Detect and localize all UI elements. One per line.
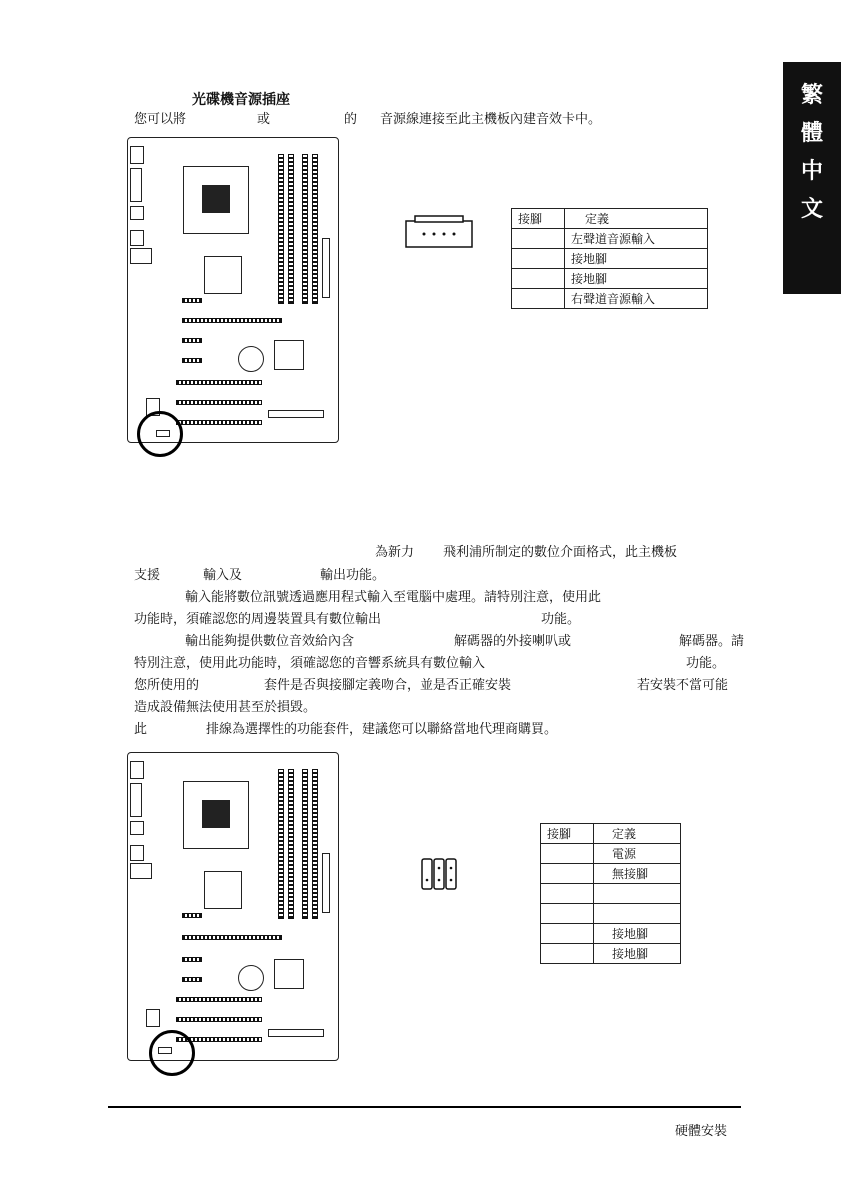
- io-port: [130, 168, 142, 202]
- pci-slot: [176, 380, 262, 385]
- footer-label: 硬體安裝: [675, 1124, 728, 1139]
- io-port: [130, 821, 144, 835]
- chipset: [204, 871, 242, 909]
- table-row: [541, 944, 681, 964]
- pin-number-cell: [541, 844, 594, 864]
- pcie-x1-slot: [182, 338, 202, 343]
- pin-number-cell: [541, 924, 594, 944]
- pin-number-cell: [512, 249, 565, 269]
- pin-definition-table: [540, 823, 681, 964]
- table-row: [512, 249, 708, 269]
- ide-connector: [268, 410, 324, 418]
- pin-number-cell: [512, 269, 565, 289]
- pcie-x1-slot: [182, 957, 202, 962]
- table-row: [512, 289, 708, 309]
- pin-definition-cell: [594, 904, 681, 924]
- io-port: [130, 863, 152, 879]
- pin-definition-cell: [594, 884, 681, 904]
- table-row: [541, 864, 681, 884]
- paragraph-text: 輸出功能。: [320, 568, 386, 583]
- paragraph-text: 若安裝不當可能: [637, 678, 729, 693]
- dimm-slot: [312, 154, 318, 304]
- spdif-connector-diagram: [421, 858, 459, 892]
- language-tab: [783, 62, 841, 294]
- battery: [238, 965, 264, 991]
- highlight-circle: [137, 411, 183, 457]
- highlight-circle: [149, 1030, 195, 1076]
- section-heading-cd-in: 光碟機音源插座: [192, 92, 290, 108]
- table-row: [541, 924, 681, 944]
- table-header-row: [512, 209, 708, 229]
- io-port: [130, 146, 144, 164]
- io-port: [130, 845, 144, 861]
- io-port: [130, 783, 142, 817]
- paragraph-text: 特別注意，使用此功能時，須確認您的音響系統具有數位輸入: [134, 656, 486, 671]
- pcie-x1-slot: [182, 358, 202, 363]
- pin-definition-cell: 接地腳: [594, 944, 681, 964]
- io-port: [130, 248, 152, 264]
- dimm-slot: [278, 769, 284, 919]
- paragraph-text: 輸出能夠提供數位音效給內含: [185, 634, 355, 649]
- pin-number-cell: [541, 864, 594, 884]
- intro-text: 音源線連接至此主機板內建音效卡中。: [380, 112, 602, 127]
- pci-slot: [176, 420, 262, 425]
- pci-slot: [176, 997, 262, 1002]
- pin-definition-cell: 接地腳: [565, 269, 708, 289]
- pci-slot: [176, 400, 262, 405]
- chipset: [204, 256, 242, 294]
- header-cell: 定義: [565, 209, 708, 229]
- audio-chip: [146, 1009, 160, 1027]
- tab-char: 中: [800, 158, 823, 184]
- atx-power: [322, 853, 330, 913]
- cd-in-connector-diagram: [405, 215, 475, 249]
- dimm-slot: [302, 769, 308, 919]
- motherboard-diagram: [127, 137, 339, 443]
- pcie-x16-slot: [182, 318, 282, 323]
- intro-text: 的: [344, 112, 358, 127]
- dimm-slot: [302, 154, 308, 304]
- pcie-x1-slot: [182, 913, 202, 918]
- header-cell: 定義: [594, 824, 681, 844]
- pcie-x1-slot: [182, 298, 202, 303]
- pin-number-cell: [541, 944, 594, 964]
- paragraph-text: 排線為選擇性的功能套件，建議您可以聯絡當地代理商購買。: [206, 722, 558, 737]
- dimm-slot: [312, 769, 318, 919]
- paragraph-text: 您所使用的: [134, 678, 200, 693]
- southbridge: [274, 959, 304, 989]
- pin-definition-cell: 無接腳: [594, 864, 681, 884]
- pcie-x16-slot: [182, 935, 282, 940]
- paragraph-text: 功能時，須確認您的周邊裝置具有數位輸出: [134, 612, 382, 627]
- pci-slot: [176, 1017, 262, 1022]
- southbridge: [274, 340, 304, 370]
- pin-definition-table: [511, 208, 708, 309]
- io-port: [130, 761, 144, 779]
- paragraph-text: 解碼器。請: [679, 634, 745, 649]
- dimm-slot: [288, 154, 294, 304]
- intro-text: 您可以將: [134, 112, 187, 127]
- motherboard-diagram: [127, 752, 339, 1061]
- table-row: [541, 844, 681, 864]
- header-cell: 接腳: [512, 209, 565, 229]
- paragraph-text: 飛利浦所制定的數位介面格式，此主機板: [443, 545, 678, 560]
- dimm-slot: [288, 769, 294, 919]
- tab-char: 繁: [800, 82, 823, 108]
- paragraph-text: 此: [134, 722, 148, 737]
- ide-connector: [268, 1029, 324, 1037]
- table-row: [541, 884, 681, 904]
- tab-char: 文: [800, 196, 823, 222]
- pin-number-cell: [541, 884, 594, 904]
- cpu-socket: [183, 781, 249, 849]
- intro-text: 或: [257, 112, 271, 127]
- header-cell: 接腳: [541, 824, 594, 844]
- paragraph-text: 輸入能將數位訊號透過應用程式輸入至電腦中處理。請特別注意，使用此: [185, 590, 602, 605]
- pin-number-cell: [512, 229, 565, 249]
- paragraph-text: 功能。: [541, 612, 581, 627]
- dimm-slot: [278, 154, 284, 304]
- io-port: [130, 230, 144, 246]
- cpu-socket: [183, 166, 249, 234]
- paragraph-text: 支援: [134, 568, 161, 583]
- pin-definition-cell: 電源: [594, 844, 681, 864]
- paragraph-text: 為新力: [375, 545, 415, 560]
- paragraph-text: 造成設備無法使用甚至於損毀。: [134, 700, 317, 715]
- table-row: [541, 904, 681, 924]
- paragraph-text: 套件是否與接腳定義吻合，並是否正確安裝: [264, 678, 512, 693]
- paragraph-text: 功能。: [686, 656, 726, 671]
- paragraph-text: 輸入及: [203, 568, 243, 583]
- io-port: [130, 206, 144, 220]
- table-header-row: [541, 824, 681, 844]
- table-row: [512, 269, 708, 289]
- pin-definition-cell: 右聲道音源輸入: [565, 289, 708, 309]
- pin-definition-cell: 左聲道音源輸入: [565, 229, 708, 249]
- pin-number-cell: [512, 289, 565, 309]
- pin-number-cell: [541, 904, 594, 924]
- pin-definition-cell: 接地腳: [565, 249, 708, 269]
- tab-char: 體: [800, 120, 823, 146]
- battery: [238, 346, 264, 372]
- table-row: [512, 229, 708, 249]
- pcie-x1-slot: [182, 977, 202, 982]
- atx-power: [322, 238, 330, 298]
- footer-divider: [108, 1106, 741, 1108]
- paragraph-text: 解碼器的外接喇叭或: [454, 634, 572, 649]
- pin-definition-cell: 接地腳: [594, 924, 681, 944]
